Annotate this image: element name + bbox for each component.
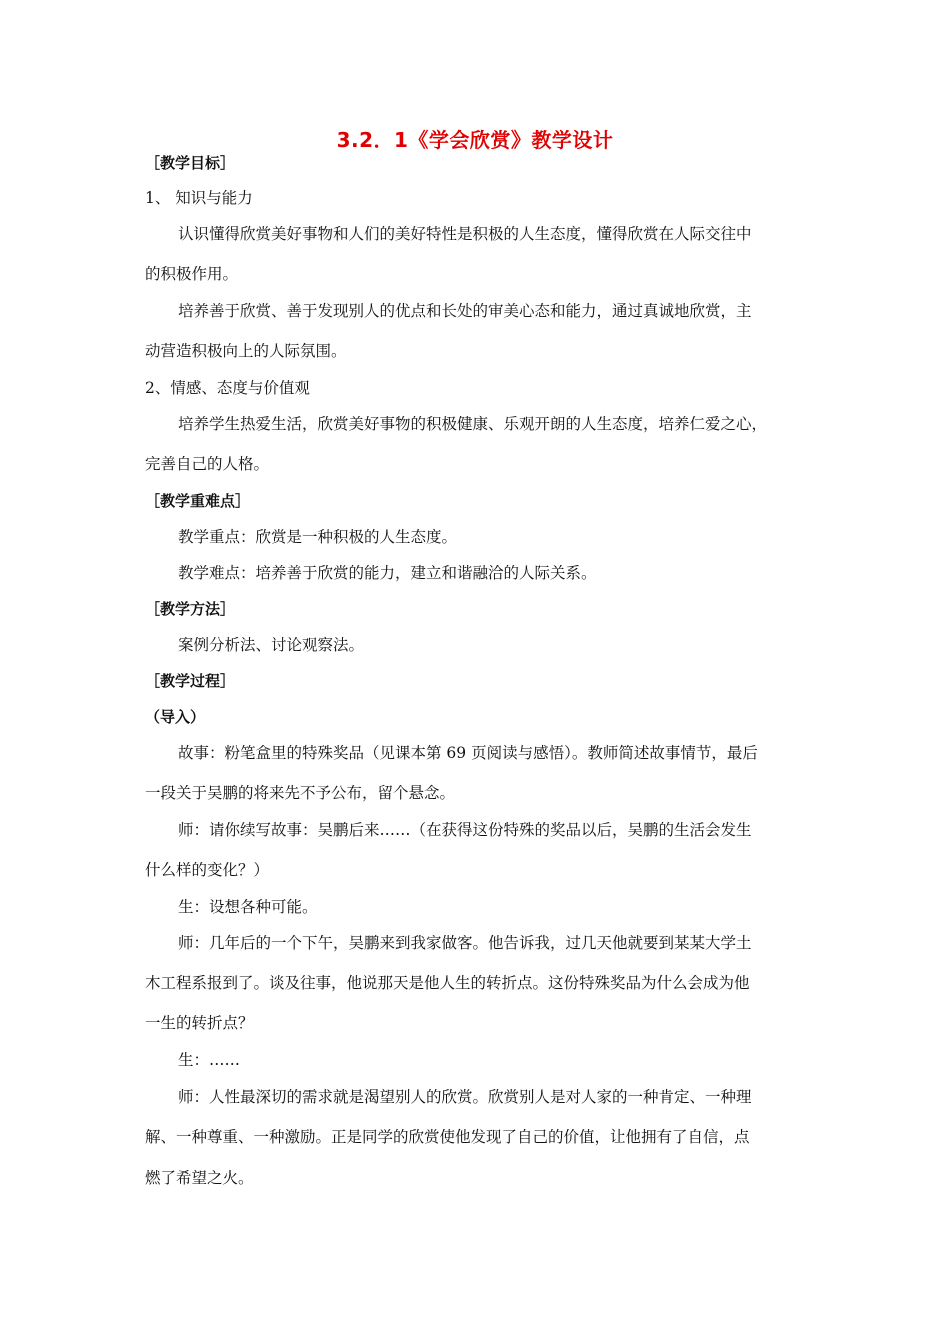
section-heading: ［教学目标］: [145, 154, 236, 172]
body-line: 师：几年后的一个下午，吴鹏来到我家做客。他告诉我，过几天他就要到某某大学土: [178, 934, 752, 952]
body-line: 教学难点：培养善于欣赏的能力，建立和谐融洽的人际关系。: [178, 564, 597, 582]
body-line: 生：设想各种可能。: [178, 898, 318, 916]
body-line: 一生的转折点？: [145, 1014, 254, 1032]
body-line: 燃了希望之火。: [145, 1169, 254, 1187]
body-line: 完善自己的人格。: [145, 455, 270, 473]
body-line: 教学重点：欣赏是一种积极的人生态度。: [178, 528, 458, 546]
body-line: 故事：粉笔盒里的特殊奖品（见课本第 69 页阅读与感悟）。教师简述故事情节，最后: [178, 744, 758, 762]
section-heading: （导入）: [145, 708, 206, 726]
body-line: 2、情感、态度与价值观: [145, 379, 310, 397]
document-title: 3.2．1《学会欣赏》教学设计: [336, 128, 614, 152]
body-line: 动营造积极向上的人际氛围。: [145, 342, 347, 360]
body-line: 什么样的变化？）: [145, 861, 270, 879]
body-line: 师：请你续写故事：吴鹏后来……（在获得这份特殊的奖品以后，吴鹏的生活会发生: [178, 821, 752, 839]
body-line: 解、一种尊重、一种激励。正是同学的欣赏使他发现了自己的价值，让他拥有了自信，点: [145, 1128, 750, 1146]
body-line: 案例分析法、讨论观察法。: [178, 636, 365, 654]
body-line: 师：人性最深切的需求就是渴望别人的欣赏。欣赏别人是对人家的一种肯定、一种理: [178, 1088, 752, 1106]
body-line: 的积极作用。: [145, 265, 239, 283]
body-line: 生：……: [178, 1051, 241, 1069]
section-heading: ［教学重难点］: [145, 492, 251, 510]
section-heading: ［教学方法］: [145, 600, 236, 618]
body-line: 一段关于吴鹏的将来先不予公布，留个悬念。: [145, 784, 456, 802]
body-line: 培养善于欣赏、善于发现别人的优点和长处的审美心态和能力，通过真诚地欣赏，主: [178, 302, 752, 320]
body-line: 培养学生热爱生活，欣赏美好事物的积极健康、乐观开朗的人生态度，培养仁爱之心，: [178, 415, 768, 433]
body-line: 木工程系报到了。谈及往事，他说那天是他人生的转折点。这份特殊奖品为什么会成为他: [145, 974, 750, 992]
section-heading: ［教学过程］: [145, 672, 236, 690]
body-line: 认识懂得欣赏美好事物和人们的美好特性是积极的人生态度，懂得欣赏在人际交往中: [178, 225, 752, 243]
body-line: 1、 知识与能力: [145, 189, 253, 207]
